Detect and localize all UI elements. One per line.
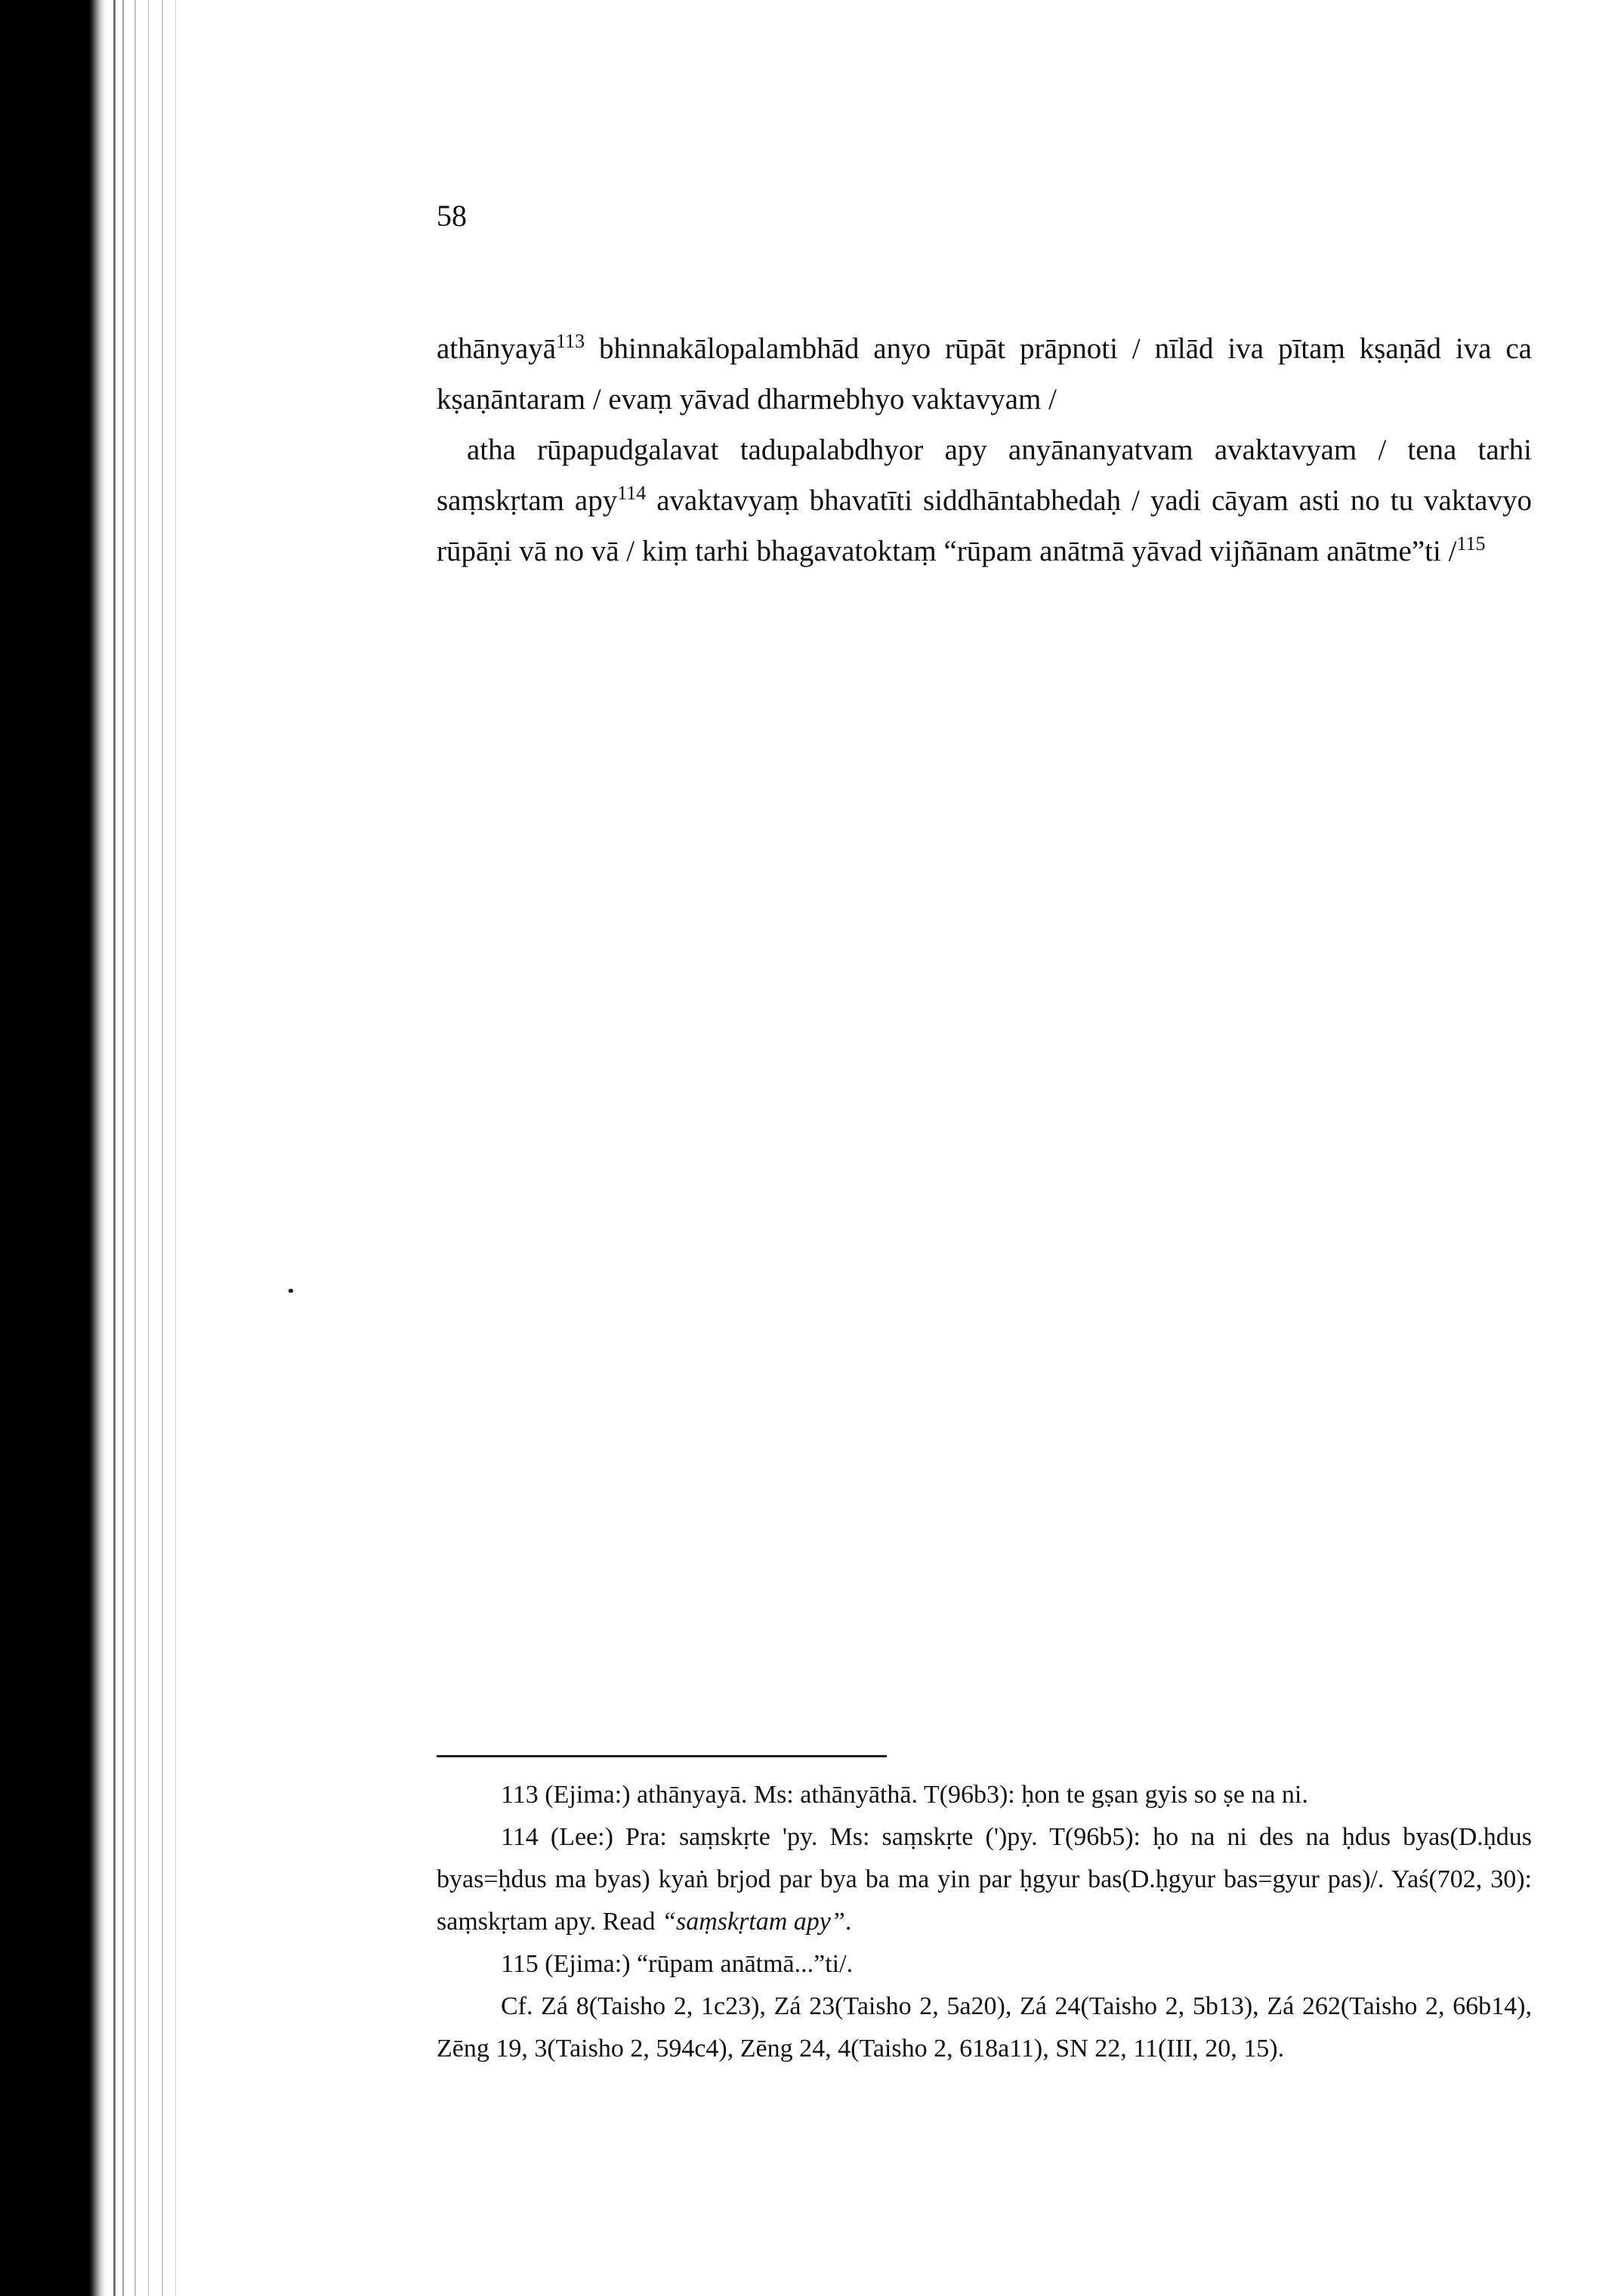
scan-gutter-shadow <box>0 0 106 2296</box>
text-run: bhinnakālopalambhād anyo rūpāt prāpnoti / nīlād iva pītaṃ kṣaṇād iva ca kṣaṇāntaram / evaṃ yāvad dharmebhyo vaktavyam / <box>437 332 1532 416</box>
main-text <box>437 323 1532 576</box>
footnote-cf: Cf. Zá 8(Taisho 2, 1c23), Zá 23(Taisho 2, 5a20), Zá 24(Taisho 2, 5b13), Zá 262(Taisho 2, 66b14), Zēng 19, 3(Taisho 2, 594c4), Zēng 24, 4(Taisho 2, 618a11), SN 22, 11(III, 20, 15). <box>437 1992 1532 2063</box>
page-number: 58 <box>437 199 467 233</box>
scan-mark <box>289 1289 293 1293</box>
footnote-113: 113 (Ejima:) athānyayā. Ms: athānyāthā. T(96b3): ḥon te gṣan gyis so ṣe na ni. <box>501 1781 1308 1809</box>
text-run: avaktavyaṃ bhavatīti siddhāntabhedaḥ / yadi cāyam asti no tu vaktavyo rūpāṇi vā no vā / kiṃ tarhi bhagavatoktaṃ “rūpam anātmā yāvad vijñānam anātme”ti / <box>437 484 1532 567</box>
scan-gutter-streak <box>113 0 116 2296</box>
text-run: 114 (Lee:) Pra: saṃskṛte 'py. Ms: saṃskṛte (')py. T(96b5): ḥo na ni des na ḥdus byas(D.ḥdus byas=ḥdus ma byas) kyaṅ brjod par bya ba ma yin par ḥgyur bas(D.ḥgyur bas=gyur pas)/. Yaś(702, 30): saṃskṛtam apy. Read <box>437 1823 1532 1936</box>
footnotes <box>437 1774 1532 2070</box>
text-run: . <box>844 1908 852 1936</box>
paragraph-2 <box>437 425 1532 576</box>
footnote-114 <box>437 1816 1532 1943</box>
text-run: athānyayā <box>437 332 557 365</box>
footnote-ref-113[interactable]: 113 <box>556 330 585 352</box>
emphasis-text: “saṃskṛtam apy” <box>662 1908 845 1936</box>
footnote-divider <box>437 1755 887 1757</box>
text-run: atha rūpapudgalavat tadupalabdhyor apy anyānanyatvam avaktavyam / tena tarhi saṃskṛtam apy <box>437 434 1532 517</box>
paragraph-1 <box>437 323 1532 425</box>
footnote-ref-114[interactable]: 114 <box>617 482 647 504</box>
scan-gutter-streak <box>148 0 149 2296</box>
scan-gutter-streak <box>162 0 163 2296</box>
scan-gutter-streak <box>122 0 124 2296</box>
footnote-115: 115 (Ejima:) “rūpam anātmā...”ti/. <box>501 1950 854 1978</box>
scan-gutter-streak <box>175 0 176 2296</box>
scan-gutter-streak <box>134 0 136 2296</box>
footnote-ref-115[interactable]: 115 <box>1456 533 1486 555</box>
